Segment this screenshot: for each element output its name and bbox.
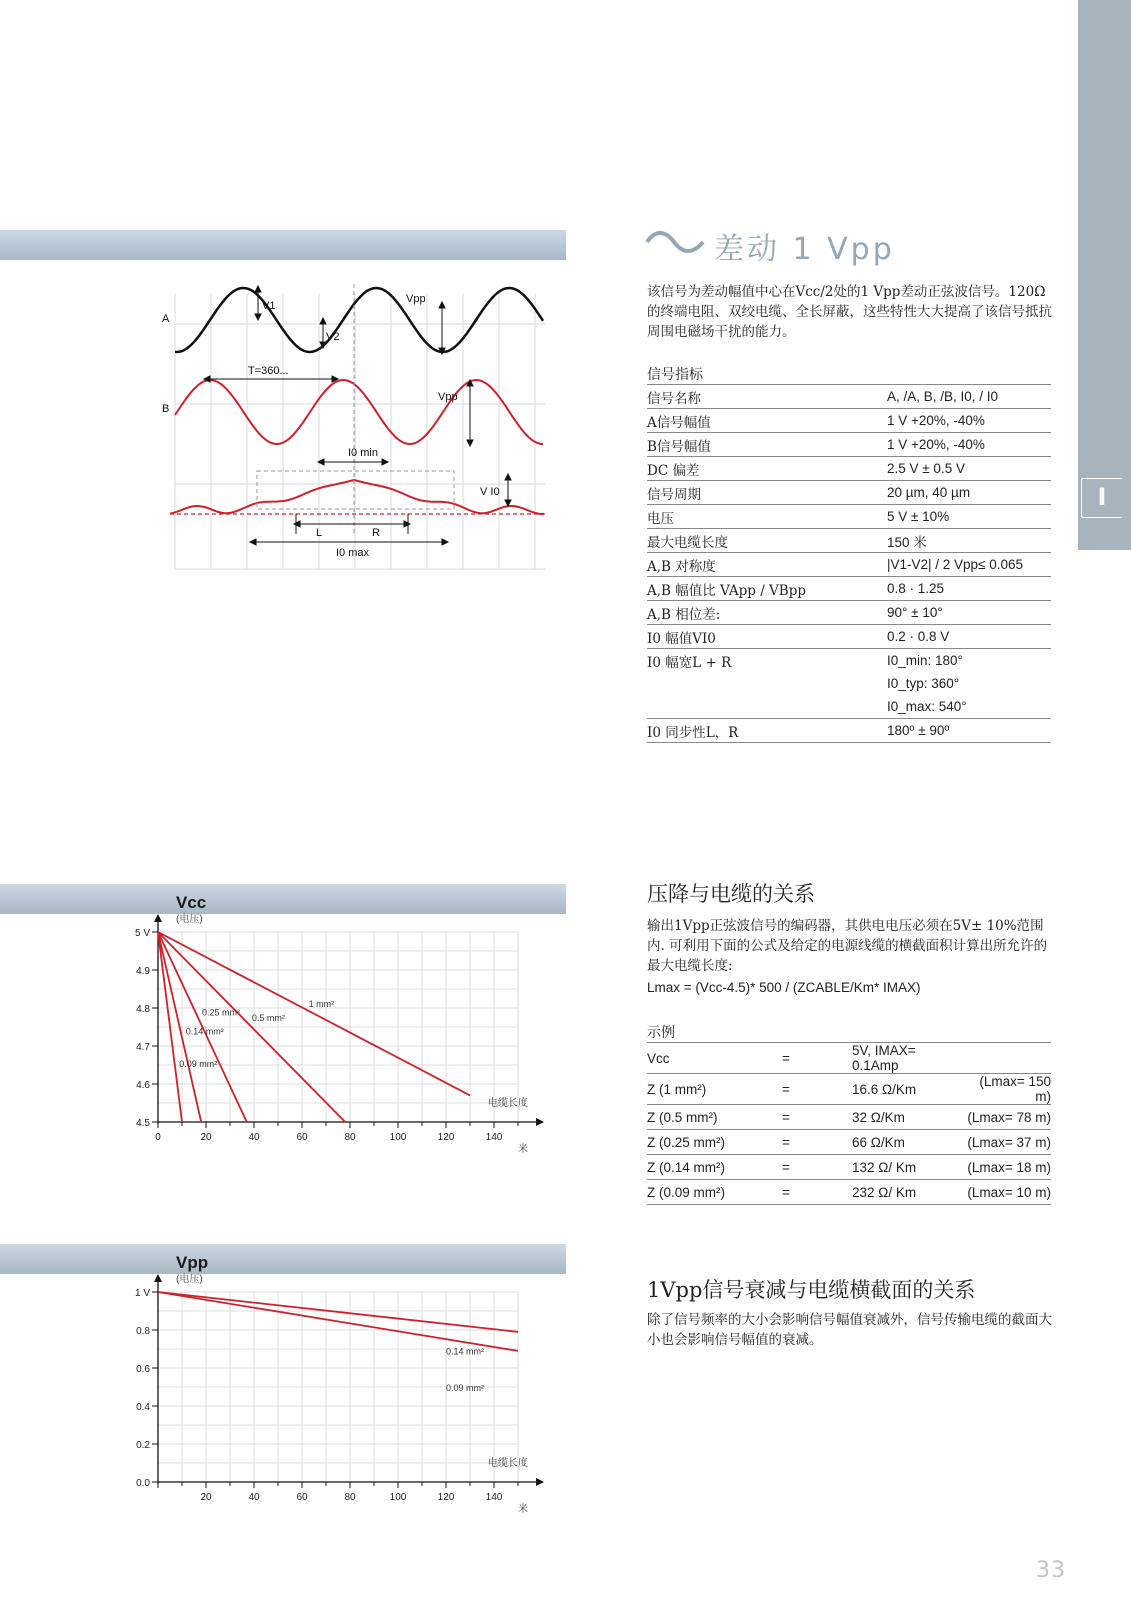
- x-tick-label: 100: [389, 1492, 407, 1503]
- x-tick-label: 140: [485, 1492, 503, 1503]
- spec-row: [647, 719, 1051, 743]
- sine-wave-icon: [645, 228, 705, 258]
- spec-value: 2.5 V ± 0.5 V: [887, 457, 1051, 481]
- example-table: [647, 1042, 1051, 1205]
- spec-value: 20 µm, 40 µm: [887, 481, 1051, 505]
- y-tick-label: 4.5: [136, 1118, 150, 1129]
- spec-key: [647, 695, 887, 719]
- x-tick-label: 60: [296, 1492, 308, 1503]
- example-eq: =: [782, 1043, 852, 1074]
- example-eq: =: [782, 1155, 852, 1180]
- x-axis-unit: 米: [518, 1504, 528, 1515]
- label-b: B: [162, 403, 170, 415]
- vcc-chart: [120, 890, 580, 1180]
- label-l: L: [316, 527, 323, 539]
- spec-value: I0_max: 540°: [887, 695, 1051, 719]
- spec-key: A,B 幅值比 VApp / VBpp: [647, 577, 887, 601]
- label-vi0: V I0: [480, 486, 500, 498]
- intro-text: 该信号为差动幅值中心在Vcc/2处的1 Vpp差动正弦波信号。120Ω的终端电阻、双绞电缆、全长屏蔽，这些特性大大提高了该信号抵抗周围电磁场干扰的能力。: [647, 284, 1052, 340]
- label-v2: V2: [326, 331, 340, 343]
- spec-value: 5 V ± 10%: [887, 505, 1051, 529]
- vpp-chart: [120, 1250, 580, 1540]
- series-line: [158, 1292, 518, 1351]
- page-title: 差动 1 Vpp: [714, 232, 895, 267]
- x-axis-arrow: [536, 1118, 544, 1126]
- y-tick-label: 4.9: [136, 966, 150, 977]
- y-tick-label: 0.2: [136, 1440, 150, 1451]
- series-label: 1 mm²: [308, 998, 335, 1009]
- y-tick-label: 0.4: [136, 1402, 150, 1413]
- spec-key: 最大电缆长度: [647, 529, 887, 553]
- label-a: A: [162, 313, 170, 325]
- spec-value: 90° ± 10°: [887, 601, 1051, 625]
- spec-value: 0.8 · 1.25: [887, 577, 1051, 601]
- example-eq: =: [782, 1074, 852, 1105]
- spec-value: 1 V +20%, -40%: [887, 409, 1051, 433]
- y-tick-label: 4.7: [136, 1042, 150, 1053]
- example-row: [647, 1155, 1051, 1180]
- sidebar-strip: [1078, 0, 1131, 550]
- y-tick-label: 0.6: [136, 1364, 150, 1375]
- y-axis-arrow: [154, 914, 162, 922]
- spec-row: [647, 505, 1051, 529]
- series-line: [158, 1292, 518, 1332]
- x-tick-label: 80: [344, 1132, 356, 1143]
- example-name: Z (1 mm²): [647, 1074, 782, 1105]
- spec-value: 0.2 · 0.8 V: [887, 625, 1051, 649]
- spec-row: [647, 553, 1051, 577]
- label-vpp-b: Vpp: [438, 391, 458, 403]
- x-tick-label: 120: [437, 1492, 455, 1503]
- example-name: Z (0.14 mm²): [647, 1155, 782, 1180]
- x-tick-label: 80: [344, 1492, 356, 1503]
- x-tick-label: 120: [437, 1132, 455, 1143]
- example-value: 5V, IMAX= 0.1Amp: [852, 1043, 962, 1074]
- example-value: 132 Ω/ Km: [852, 1155, 962, 1180]
- label-i0min: I0 min: [348, 447, 378, 459]
- example-lmax: (Lmax= 10 m): [962, 1180, 1051, 1205]
- example-row: [647, 1180, 1051, 1205]
- x-tick-label: 40: [248, 1492, 260, 1503]
- spec-value: 180º ± 90º: [887, 719, 1051, 743]
- y-tick-label: 0.8: [136, 1326, 150, 1337]
- spec-row: [647, 433, 1051, 457]
- spec-key: 信号名称: [647, 385, 887, 409]
- spec-key: A,B 对称度: [647, 553, 887, 577]
- y-tick-label: 0.0: [136, 1478, 150, 1489]
- y-tick-label: 5 V: [134, 928, 150, 939]
- spec-heading: 信号指标: [647, 367, 703, 383]
- spec-value: I0_typ: 360°: [887, 676, 960, 691]
- spec-key: 信号周期: [647, 481, 887, 505]
- spec-key: I0 幅值VI0: [647, 625, 887, 649]
- page-number: 33: [1036, 1558, 1066, 1583]
- formula: Lmax = (Vcc-4.5)* 500 / (ZCABLE/Km* IMAX): [647, 980, 921, 995]
- spec-key: I0 同步性L，R: [647, 719, 887, 743]
- voltage-section-text: 输出1Vpp正弦波信号的编码器，其供电电压必须在5V± 10%范围内. 可利用下面的公式及给定的电源线缆的横截面积计算出所允许的最大电缆长度:: [647, 918, 1048, 974]
- spec-row: [647, 695, 1051, 719]
- x-tick-label: 40: [248, 1132, 260, 1143]
- waveform-grid: [175, 294, 545, 569]
- spec-row: [647, 625, 1051, 649]
- x-axis-arrow: [536, 1478, 544, 1486]
- spec-row: [647, 481, 1051, 505]
- example-lmax: [962, 1043, 1051, 1074]
- spec-row: [647, 577, 1051, 601]
- spec-key: A信号幅值: [647, 409, 887, 433]
- example-row: [647, 1130, 1051, 1155]
- header-band-1: [0, 230, 566, 260]
- spec-row: [647, 409, 1051, 433]
- spec-value: 150 米: [887, 529, 1051, 553]
- example-lmax: (Lmax= 18 m): [962, 1155, 1051, 1180]
- spec-row: [647, 457, 1051, 481]
- x-tick-label: 0: [155, 1132, 161, 1143]
- spec-row: [647, 529, 1051, 553]
- example-name: Vcc: [647, 1043, 782, 1074]
- x-tick-label: 20: [200, 1132, 212, 1143]
- spec-value: A, /A, B, /B, I0, / I0: [887, 385, 1051, 409]
- chart-title: Vpp: [176, 1253, 209, 1272]
- x-tick-label: 60: [296, 1132, 308, 1143]
- series-label: 0.25 mm²: [201, 1007, 240, 1018]
- spec-value: |V1-V2| / 2 Vpp≤ 0.065: [887, 553, 1051, 577]
- attenuation-section-text: 除了信号频率的大小会影响信号幅值衰减外，信号传输电缆的截面大小也会影响信号幅值的衰减。: [647, 1312, 1052, 1348]
- example-value: 16.6 Ω/Km: [852, 1074, 962, 1105]
- spec-value: 1 V +20%, -40%: [887, 433, 1051, 457]
- example-lmax: (Lmax= 150 m): [962, 1074, 1051, 1105]
- x-tick-label: 20: [200, 1492, 212, 1503]
- chart-title: Vcc: [176, 893, 207, 912]
- series-label: 0.09 mm²: [446, 1382, 485, 1393]
- example-row: [647, 1074, 1051, 1105]
- label-v1: V1: [262, 300, 276, 312]
- signal-b-curve: [175, 380, 543, 444]
- example-lmax: (Lmax= 78 m): [962, 1105, 1051, 1130]
- example-name: Z (0.09 mm²): [647, 1180, 782, 1205]
- x-tick-label: 100: [389, 1132, 407, 1143]
- spec-value: I0_min: 180°: [887, 653, 963, 668]
- x-axis-label: 电缆长度: [488, 1458, 528, 1469]
- label-i0max: I0 max: [336, 547, 370, 559]
- waveform-diagram: [150, 284, 570, 584]
- spec-key: I0 幅宽L + R: [647, 654, 732, 671]
- label-period: T=360...: [248, 365, 289, 377]
- y-axis-arrow: [154, 1274, 162, 1282]
- section-tab[interactable]: I: [1081, 478, 1122, 518]
- series-label: 0.14 mm²: [185, 1026, 224, 1037]
- example-eq: =: [782, 1180, 852, 1205]
- y-tick-label: 1 V: [134, 1288, 150, 1299]
- example-value: 32 Ω/Km: [852, 1105, 962, 1130]
- spec-key: A,B 相位差:: [647, 601, 887, 625]
- signal-a-curve: [175, 288, 543, 352]
- example-eq: =: [782, 1105, 852, 1130]
- chart-subtitle: (电压): [176, 914, 203, 925]
- series-label: 0.09 mm²: [179, 1058, 218, 1069]
- example-heading: 示例: [647, 1025, 675, 1041]
- spec-key: [647, 672, 887, 695]
- series-label: 0.5 mm²: [251, 1013, 285, 1024]
- chart-subtitle: (电压): [176, 1274, 203, 1285]
- spec-row: [647, 601, 1051, 625]
- spec-table: [647, 384, 1051, 743]
- label-vpp-a: Vpp: [406, 293, 426, 305]
- spec-key: DC 偏差: [647, 457, 887, 481]
- spec-row: [647, 672, 1051, 695]
- example-lmax: (Lmax= 37 m): [962, 1130, 1051, 1155]
- x-axis-unit: 米: [518, 1144, 528, 1155]
- series-label: 0.14 mm²: [446, 1346, 485, 1357]
- example-name: Z (0.25 mm²): [647, 1130, 782, 1155]
- y-tick-label: 4.8: [136, 1004, 150, 1015]
- example-row: [647, 1105, 1051, 1130]
- example-eq: =: [782, 1130, 852, 1155]
- spec-key: B信号幅值: [647, 433, 887, 457]
- example-row: [647, 1043, 1051, 1074]
- spec-row: [647, 649, 1051, 673]
- spec-row: [647, 385, 1051, 409]
- y-tick-label: 4.6: [136, 1080, 150, 1091]
- example-value: 232 Ω/ Km: [852, 1180, 962, 1205]
- attenuation-section-title: 1Vpp信号衰减与电缆横截面的关系: [647, 1278, 976, 1302]
- example-value: 66 Ω/Km: [852, 1130, 962, 1155]
- label-r: R: [372, 527, 380, 539]
- voltage-section-title: 压降与电缆的关系: [647, 882, 815, 906]
- example-name: Z (0.5 mm²): [647, 1105, 782, 1130]
- x-tick-label: 140: [485, 1132, 503, 1143]
- x-axis-label: 电缆长度: [488, 1098, 528, 1109]
- spec-key: 电压: [647, 505, 887, 529]
